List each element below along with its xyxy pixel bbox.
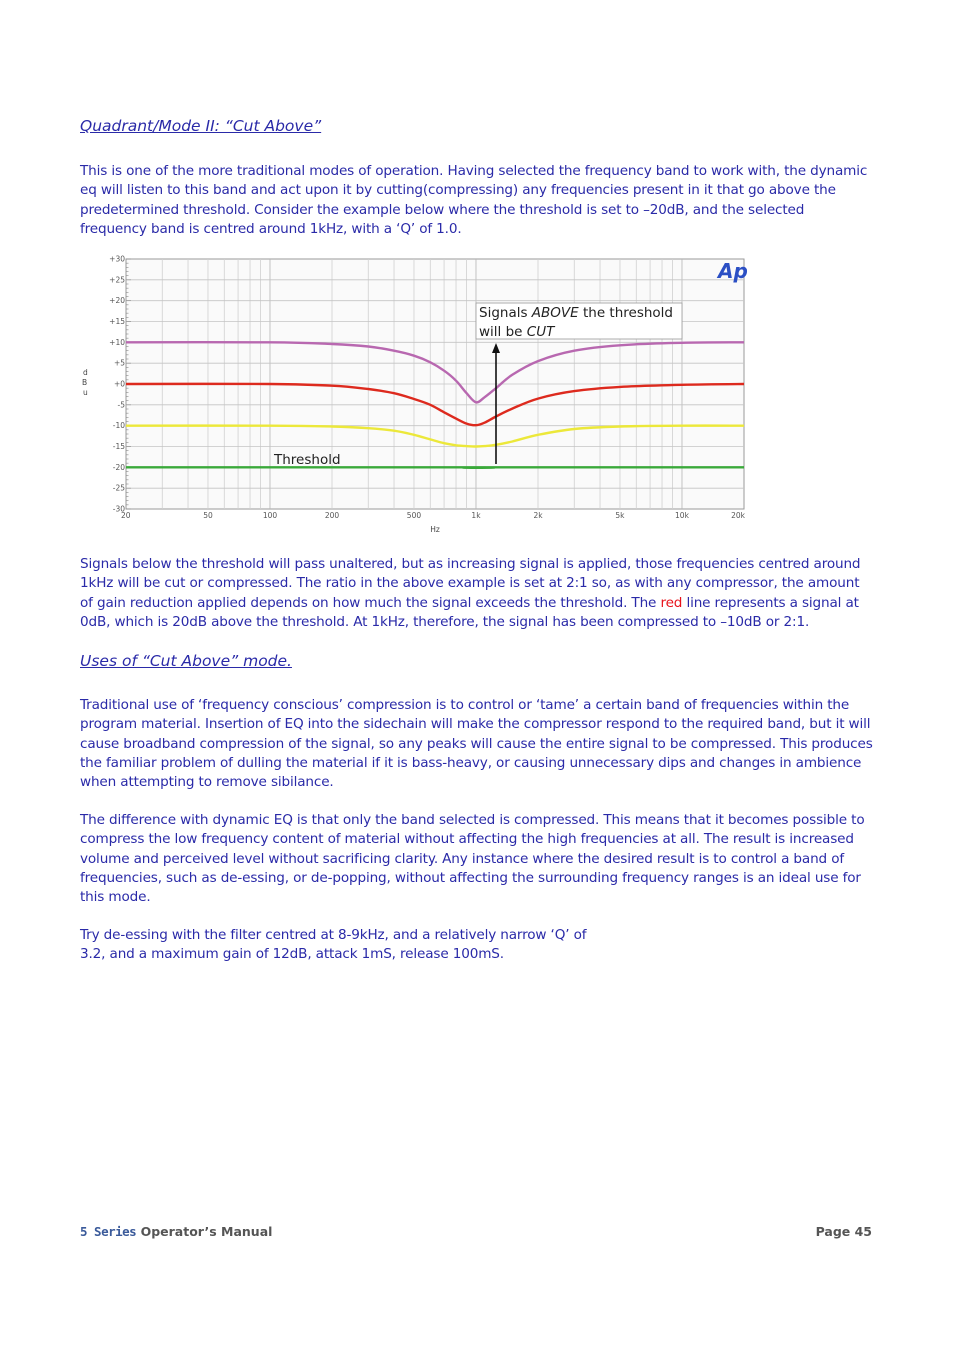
y-tick-label: -25 — [112, 483, 125, 493]
y-axis-label-u: u — [83, 388, 88, 397]
ap-logo: Ap — [718, 259, 748, 283]
uses-paragraph-3 — [80, 926, 875, 965]
y-tick-label: -10 — [112, 421, 125, 431]
footer-brand: 5 Series — [80, 1224, 137, 1239]
x-tick-label: 2k — [533, 511, 543, 520]
paragraph-text: line represents a signal at 0dB, which is 20dB above the threshold. At 1kHz, therefore, the signal has been compressed to –10dB or 2:1. — [80, 594, 859, 630]
y-tick-label: +5 — [113, 358, 125, 368]
uses-paragraph-3-line-2: 3.2, and a maximum gain of 12dB, attack 1mS, release 100mS. — [80, 946, 504, 963]
x-tick-label: 5k — [615, 511, 625, 520]
footer-left — [80, 1224, 272, 1239]
x-tick-label: 20k — [731, 511, 745, 520]
x-tick-label: 500 — [406, 511, 422, 520]
y-tick-label: -20 — [112, 462, 125, 472]
series-line-4 — [126, 467, 744, 468]
x-tick-label: 50 — [203, 511, 213, 520]
annotation-line-2: will be CUT — [479, 324, 555, 340]
threshold-explanation-paragraph — [80, 555, 875, 632]
y-tick-label: +10 — [109, 337, 125, 347]
paragraph-text: Signals below the threshold will pass unaltered, but as increasing signal is applied, those frequencies centred around 1kHz will be cut or compressed. The ratio in the above example is set at 2:1 so, as with any compressor, the amount of gain reduction applied depends on how much the signal exceeds the threshold. The — [80, 556, 861, 611]
y-tick-label: +15 — [109, 317, 125, 326]
section-heading-cut-above: Quadrant/Mode II: “Cut Above” — [80, 117, 322, 135]
annotation-line-1: Signals ABOVE the threshold — [479, 305, 674, 321]
footer-title: Operator’s Manual — [140, 1224, 273, 1239]
y-tick-label: +0 — [113, 379, 125, 389]
y-tick-label: -30 — [112, 504, 125, 514]
y-tick-label: +25 — [109, 275, 125, 285]
uses-paragraph-3-line-1: Try de-essing with the filter centred at 8-9kHz, and a relatively narrow ‘Q’ of — [80, 927, 587, 943]
y-tick-label: +30 — [109, 254, 125, 264]
section-heading-uses: Uses of “Cut Above” mode. — [80, 652, 292, 670]
footer-page-number: Page 45 — [815, 1224, 872, 1239]
intro-paragraph: This is one of the more traditional modes of operation. Having selected the frequency band to work with, the dynamic eq will listen to this band and act upon it by cutting(compressing) any frequencies present in it that go above the predetermined threshold. Consider the example below where the threshold is set to –20dB, and the selected frequency band is centred around 1kHz, with a ‘Q’ of 1.0. — [80, 163, 868, 237]
uses-paragraph-1: Traditional use of ‘frequency conscious’ compression is to control or ‘tame’ a certain band of frequencies within the program material. Insertion of EQ into the sidechain will make the compressor respond to the required band, but it will cause broadband compression of the signal, so any peaks will cause the entire signal to be compressed. This produces the familiar problem of dulling the material if it is bass-heavy, or causing unnecessary dips and changes in ambience when attempting to remove sibilance. — [80, 697, 873, 791]
frequency-response-chart — [78, 252, 758, 537]
x-tick-label: 100 — [262, 511, 278, 520]
y-axis-label-b: B — [82, 378, 88, 387]
red-word: red — [660, 594, 683, 611]
y-tick-label: -15 — [112, 442, 125, 451]
x-tick-label: 10k — [675, 511, 689, 520]
x-tick-label: 1k — [471, 511, 481, 520]
y-tick-label: +20 — [109, 296, 125, 306]
x-tick-label: 20 — [121, 511, 131, 520]
x-tick-label: 200 — [324, 511, 340, 520]
x-axis-label: Hz — [430, 525, 440, 534]
y-axis-label-d: d — [83, 368, 88, 377]
y-tick-label: -5 — [117, 400, 125, 410]
threshold-label: Threshold — [274, 452, 341, 468]
uses-paragraph-2: The difference with dynamic EQ is that only the band selected is compressed. This means that it becomes possible to compress the low frequency content of material without affecting the high frequencies at all. The result is increased volume and perceived level without sacrificing clarity. Any instance where the desired result is to control a band of frequencies, such as de-essing, or de-popping, without affecting the surrounding frequency ranges is an ideal use for this mode. — [80, 812, 865, 906]
